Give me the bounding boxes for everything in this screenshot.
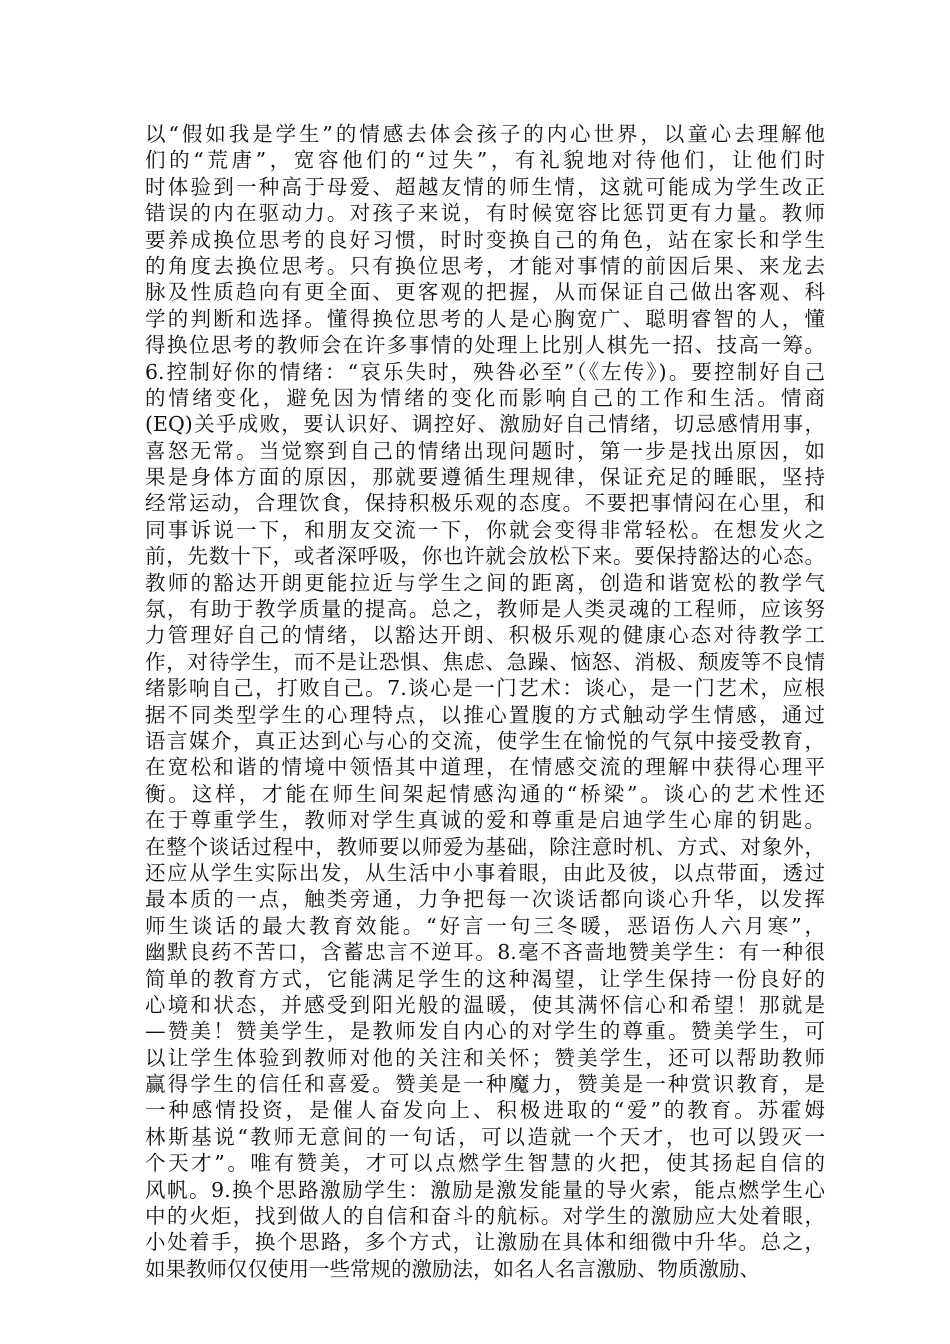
text-line: 语言媒介，真正达到心与心的交流，使学生在愉悦的气氛中接受教育， [145, 728, 825, 753]
text-line: 个天才”。唯有赞美，才可以点燃学生智慧的火把，使其扬起自信的 [145, 1151, 825, 1176]
text-line: 小处着手，换个思路，多个方式，让激励在具体和细微中升华。总之， [145, 1230, 825, 1255]
text-line: (EQ)关乎成败，要认识好、调控好、激励好自己情绪，切忌感情用事， [145, 412, 825, 437]
text-line: 们的“荒唐”，宽容他们的“过失”，有礼貌地对待他们，让他们时 [145, 148, 825, 173]
text-line: 学的判断和选择。懂得换位思考的人是心胸宽广、聪明睿智的人，懂 [145, 306, 825, 331]
text-line: 师生谈话的最大教育效能。“好言一句三冬暖，恶语伤人六月寒”， [145, 913, 825, 938]
text-line: 简单的教育方式，它能满足学生的这种渴望，让学生保持一份良好的 [145, 966, 825, 991]
text-line: 的情绪变化，避免因为情绪的变化而影响自己的工作和生活。情商 [145, 385, 825, 410]
text-line: 风帆。9.换个思路激励学生：激励是激发能量的导火索，能点燃学生心 [145, 1177, 825, 1202]
text-line: 最本质的一点，触类旁通，力争把每一次谈话都向谈心升华，以发挥 [145, 887, 825, 912]
text-line: 幽默良药不苦口，含蓄忠言不逆耳。8.毫不吝啬地赞美学生：有一种很 [145, 940, 825, 965]
text-line: —赞美！赞美学生，是教师发自内心的对学生的尊重。赞美学生，可 [145, 1019, 825, 1044]
text-line: 心境和状态，并感受到阳光般的温暖，使其满怀信心和希望！那就是 [145, 992, 825, 1017]
text-line: 还应从学生实际出发，从生活中小事着眼，由此及彼，以点带面，透过 [145, 860, 825, 885]
text-line: 6.控制好你的情绪：“哀乐失时，殃咎必至”（《左传》)。要控制好自己 [145, 359, 825, 384]
text-line: 一种感情投资，是催人奋发向上、积极进取的“爱”的教育。苏霍姆 [145, 1098, 825, 1123]
text-line: 教师的豁达开朗更能拉近与学生之间的距离，创造和谐宽松的教学气 [145, 570, 825, 595]
text-line: 林斯基说“教师无意间的一句话，可以造就一个天才，也可以毁灭一 [145, 1124, 825, 1149]
text-line: 喜怒无常。当觉察到自己的情绪出现问题时，第一步是找出原因，如 [145, 438, 825, 463]
text-line: 氛，有助于教学质量的提高。总之，教师是人类灵魂的工程师，应该努 [145, 597, 825, 622]
text-line: 作，对待学生，而不是让恐惧、焦虑、急躁、恼怒、消极、颓废等不良情 [145, 649, 825, 674]
text-line: 在整个谈话过程中，教师要以师爱为基础，除注意时机、方式、对象外， [145, 834, 825, 859]
text-line: 脉及性质趋向有更全面、更客观的把握，从而保证自己做出客观、科 [145, 280, 825, 305]
text-line: 在于尊重学生，教师对学生真诚的爱和尊重是启迪学生心扉的钥匙。 [145, 808, 825, 833]
text-line: 以让学生体验到教师对他的关注和关怀；赞美学生，还可以帮助教师 [145, 1045, 825, 1070]
text-line: 果是身体方面的原因，那就要遵循生理规律，保证充足的睡眠，坚持 [145, 465, 825, 490]
body-text [145, 121, 825, 1282]
text-line: 中的火炬，找到做人的自信和奋斗的航标。对学生的激励应大处着眼， [145, 1204, 825, 1229]
text-line: 衡。这样，才能在师生间架起情感沟通的“桥梁”。谈心的艺术性还 [145, 781, 825, 806]
text-line: 错误的内在驱动力。对孩子来说，有时候宽容比惩罚更有力量。教师 [145, 201, 825, 226]
text-line: 同事诉说一下，和朋友交流一下，你就会变得非常轻松。在想发火之 [145, 517, 825, 542]
text-line: 赢得学生的信任和喜爱。赞美是一种魔力，赞美是一种赏识教育，是 [145, 1072, 825, 1097]
text-line: 的角度去换位思考。只有换位思考，才能对事情的前因后果、来龙去 [145, 253, 825, 278]
text-line: 在宽松和谐的情境中领悟其中道理，在情感交流的理解中获得心理平 [145, 755, 825, 780]
text-line: 前，先数十下，或者深呼吸，你也许就会放松下来。要保持豁达的心态。 [145, 544, 825, 569]
text-line: 力管理好自己的情绪，以豁达开朗、积极乐观的健康心态对待教学工 [145, 623, 825, 648]
text-line: 绪影响自己，打败自己。7.谈心是一门艺术：谈心，是一门艺术，应根 [145, 676, 825, 701]
text-line: 得换位思考的教师会在许多事情的处理上比别人棋先一招、技高一筹。 [145, 333, 825, 358]
text-line: 据不同类型学生的心理特点，以推心置腹的方式触动学生情感，通过 [145, 702, 825, 727]
text-line: 经常运动，合理饮食，保持积极乐观的态度。不要把事情闷在心里，和 [145, 491, 825, 516]
text-line: 要养成换位思考的良好习惯，时时变换自己的角色，站在家长和学生 [145, 227, 825, 252]
text-line: 以“假如我是学生”的情感去体会孩子的内心世界，以童心去理解他 [145, 122, 825, 146]
text-line: 时体验到一种高于母爱、超越友情的师生情，这就可能成为学生改正 [145, 174, 825, 199]
text-line: 如果教师仅仅使用一些常规的激励法，如名人名言激励、物质激励、 [145, 1256, 760, 1281]
